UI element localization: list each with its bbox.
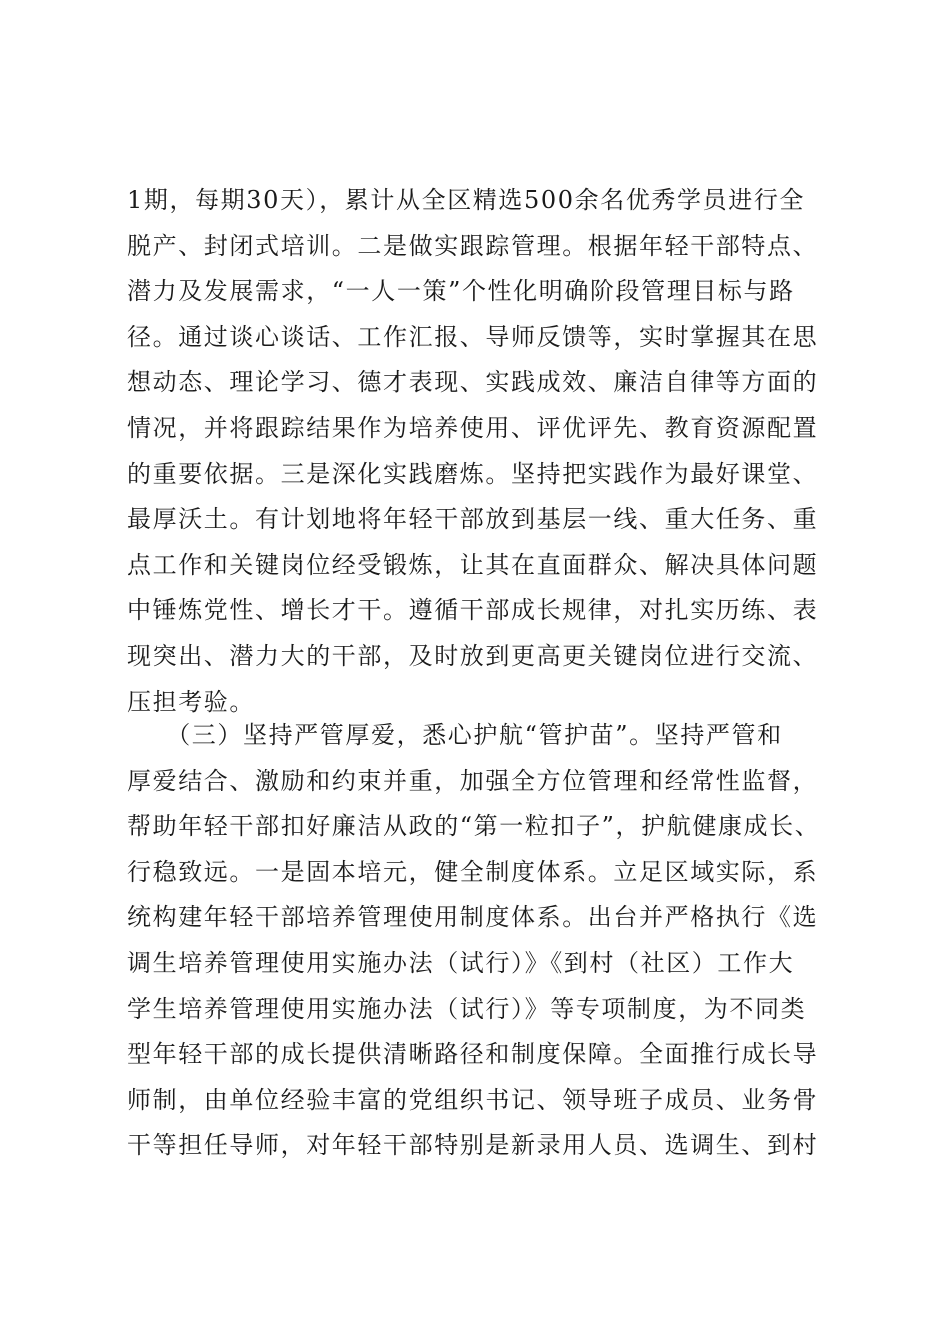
text-line: 学生培养管理使用实施办法（试行）》等专项制度，为不同类 xyxy=(127,994,807,1023)
text-line: 型年轻干部的成长提供清晰路径和制度保障。全面推行成长导 xyxy=(127,1040,819,1069)
text-line: 现突出、潜力大的干部，及时放到更高更关键岗位进行交流、 xyxy=(127,641,819,670)
text-line: 脱产、封闭式培训。二是做实跟踪管理。根据年轻干部特点、 xyxy=(127,231,819,260)
text-line: 潜力及发展需求，“一人一策”个性化明确阶段管理目标与路 xyxy=(127,277,795,306)
text-line: 厚爱结合、激励和约束并重，加强全方位管理和经常性监督， xyxy=(127,766,819,795)
text-line: 最厚沃土。有计划地将年轻干部放到基层一线、重大任务、重 xyxy=(127,505,819,534)
paragraph-continuation xyxy=(127,178,867,725)
text-line: 径。通过谈心谈话、工作汇报、导师反馈等，实时掌握其在思 xyxy=(127,322,819,351)
text-line: 点工作和关键岗位经受锻炼，让其在直面群众、解决具体问题 xyxy=(127,550,819,579)
text-line: 压担考验。 xyxy=(127,687,255,716)
text-line: 调生培养管理使用实施办法（试行）》《到村（社区）工作大 xyxy=(127,948,795,977)
section-heading-line: （三）坚持严管厚爱，悉心护航“管护苗”。坚持严管和 xyxy=(127,721,783,749)
paragraph-section-three xyxy=(127,713,867,1169)
text-line: 想动态、理论学习、德才表现、实践成效、廉洁自律等方面的 xyxy=(127,368,819,397)
text-line: 行稳致远。一是固本培元，健全制度体系。立足区域实际，系 xyxy=(127,857,819,886)
text-line: 情况，并将跟踪结果作为培养使用、评优评先、教育资源配置 xyxy=(127,413,819,442)
text-line: 1期，每期30天），累计从全区精选500余名优秀学员进行全 xyxy=(127,186,806,214)
text-line: 干等担任导师，对年轻干部特别是新录用人员、选调生、到村 xyxy=(127,1131,819,1160)
text-line: 师制，由单位经验丰富的党组织书记、领导班子成员、业务骨 xyxy=(127,1085,819,1114)
text-line: 的重要依据。三是深化实践磨炼。坚持把实践作为最好课堂、 xyxy=(127,459,819,488)
text-line: 帮助年轻干部扣好廉洁从政的“第一粒扣子”，护航健康成长、 xyxy=(127,812,821,841)
text-line: 统构建年轻干部培养管理使用制度体系。出台并严格执行《选 xyxy=(127,903,819,932)
text-line: 中锤炼党性、增长才干。遵循干部成长规律，对扎实历练、表 xyxy=(127,596,819,625)
